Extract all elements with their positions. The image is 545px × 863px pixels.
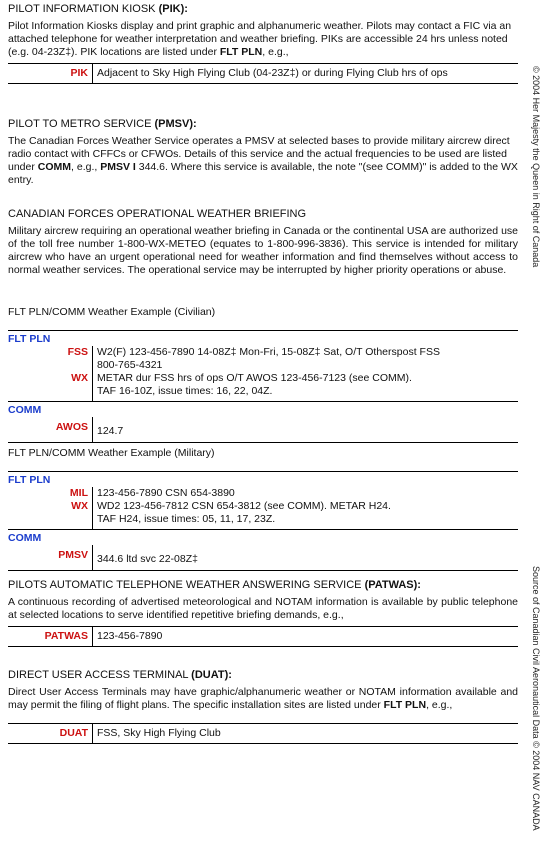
pik-example-table: [8, 63, 518, 84]
patwas-title: PILOTS AUTOMATIC TELEPHONE WEATHER ANSWERING SERVICE (PATWAS):: [8, 579, 421, 591]
pmsv-title: PILOT TO METRO SERVICE (PMSV):: [8, 118, 197, 130]
mil-comm-heading: COMM: [8, 532, 42, 544]
mil-flt-pln-heading: FLT PLN: [8, 474, 51, 486]
wx-label: WX: [71, 372, 88, 384]
duat-example-table: [8, 723, 518, 744]
wx-value: METAR dur FSS hrs of ops O/T AWOS 123-456-7123 (see COMM).: [97, 372, 412, 384]
civil-flt-pln-block: [8, 330, 518, 401]
civil-flt-pln-heading: FLT PLN: [8, 333, 51, 345]
pik-example-value: Adjacent to Sky High Flying Club (04-23Z‡) or during Flying Club hrs of ops: [97, 67, 448, 79]
pmsv-label: PMSV: [58, 549, 88, 561]
fss-label: FSS: [67, 346, 88, 358]
patwas-example-label: PATWAS: [44, 630, 88, 642]
patwas-example-table: [8, 626, 518, 647]
duat-section: [8, 669, 518, 744]
pik-example-label: PIK: [70, 67, 88, 79]
cfowb-body: Military aircrew requiring an operational weather briefing in Canada or the continental USA are authorized use of the toll free number 1-800-WX-METEO (equates to 1-800-996-3836). This service is intended for military aircrew who have an urgent operational need for weather information and find themselves without access to normal weather services. The operational service may be interrupted by higher priority operations or abuse.: [8, 225, 518, 276]
civil-flt-pln-table: [8, 346, 518, 401]
pik-body: Pilot Information Kiosks display and print graphic and alphanumeric weather. Pilots may contact a FIC via an attached telephone for weather interpretation and weather briefing. PIKs are accessible 24 hrs unless noted (e.g. 04-23Z‡). PIK locations are listed under FLT PLN, e.g.,: [8, 20, 512, 58]
cfowb-title: CANADIAN FORCES OPERATIONAL WEATHER BRIEFING: [8, 208, 307, 220]
pmsv-value: 344.6 ltd svc 22-08Z‡: [97, 553, 198, 565]
mil-value: 123-456-7890 CSN 654-3890: [97, 487, 235, 499]
pik-section: [8, 3, 518, 84]
mil-wx-value: WD2 123-456-7812 CSN 654-3812 (see COMM). METAR H24.: [97, 500, 391, 512]
awos-value: 124.7: [97, 425, 124, 437]
fss-value: W2(F) 123-456-7890 14-08Z‡ Mon-Fri, 15-08Z‡ Sat, O/T Otherspost FSS: [97, 346, 440, 358]
civil-example: [8, 306, 518, 443]
mil-flt-pln-table: [8, 487, 518, 529]
military-example: [8, 447, 518, 571]
civil-comm-heading: COMM: [8, 404, 42, 416]
civil-comm-table: [8, 417, 518, 442]
duat-body: Direct User Access Terminals may have graphic/alphanumeric weather or NOTAM information available and may permit the filing of flight plans. The specific installation sites are listed under FLT PLN, e.g.,: [8, 686, 518, 711]
sidebar-copyright-crown: © 2004 Her Majesty the Queen in Right of Canada: [531, 66, 541, 268]
mil-comm-table: [8, 545, 518, 570]
pmsv-section: [8, 118, 518, 187]
sidebar-copyright-navcanada: Source of Canadian Civil Aeronautical Data © 2004 NAV CANADA: [531, 566, 541, 831]
patwas-example-value: 123-456-7890: [97, 630, 163, 642]
mil-wx-label: WX: [71, 500, 88, 512]
awos-label: AWOS: [55, 421, 88, 433]
fss-value-line2: 800-765-4321: [97, 359, 163, 371]
pmsv-body: The Canadian Forces Weather Service operates a PMSV at selected bases to provide military aircrew direct radio contact with CFFCs or CFWOs. Details of this service and the actual frequencies to be used are listed under COMM, e.g., PMSV I 344.6. Where this service is available, the note "(see COMM)" is added to the WX entry.: [8, 135, 518, 186]
duat-example-label: DUAT: [59, 727, 88, 739]
civil-comm-block: [8, 401, 518, 443]
duat-example-value: FSS, Sky High Flying Club: [97, 727, 221, 739]
wx-value-line2: TAF 16-10Z, issue times: 16, 22, 04Z.: [97, 385, 273, 397]
patwas-section: [8, 579, 518, 647]
cfowb-section: [8, 208, 518, 277]
mil-label: MIL: [69, 487, 88, 499]
mil-comm-block: [8, 529, 518, 571]
civil-example-caption: FLT PLN/COMM Weather Example (Civilian): [8, 306, 216, 318]
mil-wx-value-line2: TAF H24, issue times: 05, 11, 17, 23Z.: [97, 513, 276, 525]
military-example-caption: FLT PLN/COMM Weather Example (Military): [8, 447, 215, 459]
pik-title: PILOT INFORMATION KIOSK (PIK):: [8, 3, 188, 15]
patwas-body: A continuous recording of advertised meteorological and NOTAM information is available by public telephone at selected locations to serve identified repetitive briefing demands, e.g.,: [8, 596, 518, 621]
duat-title: DIRECT USER ACCESS TERMINAL (DUAT):: [8, 669, 232, 681]
mil-flt-pln-block: [8, 471, 518, 529]
